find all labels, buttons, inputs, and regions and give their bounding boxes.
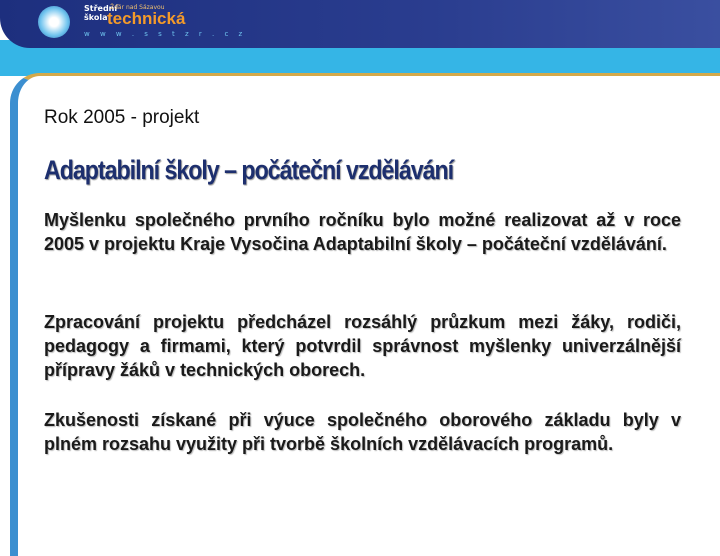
logo-town: Žďár nad Sázavou: [110, 4, 165, 11]
logo-text: Střední škola: [84, 4, 118, 22]
logo-name: technická: [107, 9, 186, 28]
paragraph: Zpracování projektu předcházel rozsáhlý průzkum mezi žáky, rodiči, pedagogy a firmami, který potvrdil správnost myšlenky univerzálnější přípravy žáků v technických oborech.: [44, 312, 681, 380]
header-bar: [0, 0, 720, 48]
school-logo-icon: [38, 6, 70, 38]
slide-title: Adaptabilní školy – počáteční vzdělávání: [44, 155, 454, 185]
paragraph: Myšlenku společného prvního ročníku bylo možné realizovat až v roce 2005 v projektu Kraje Vysočina Adaptabilní školy – počáteční vzdělávání.: [44, 210, 681, 254]
logo-url: w w w . s s t z r . c z: [84, 30, 247, 38]
paragraph: Zkušenosti získané při výuce společného oborového základu byly v plném rozsahu využity při tvorbě školních vzdělávacích programů.: [44, 410, 681, 454]
slide-subtitle: Rok 2005 - projekt: [44, 107, 200, 128]
